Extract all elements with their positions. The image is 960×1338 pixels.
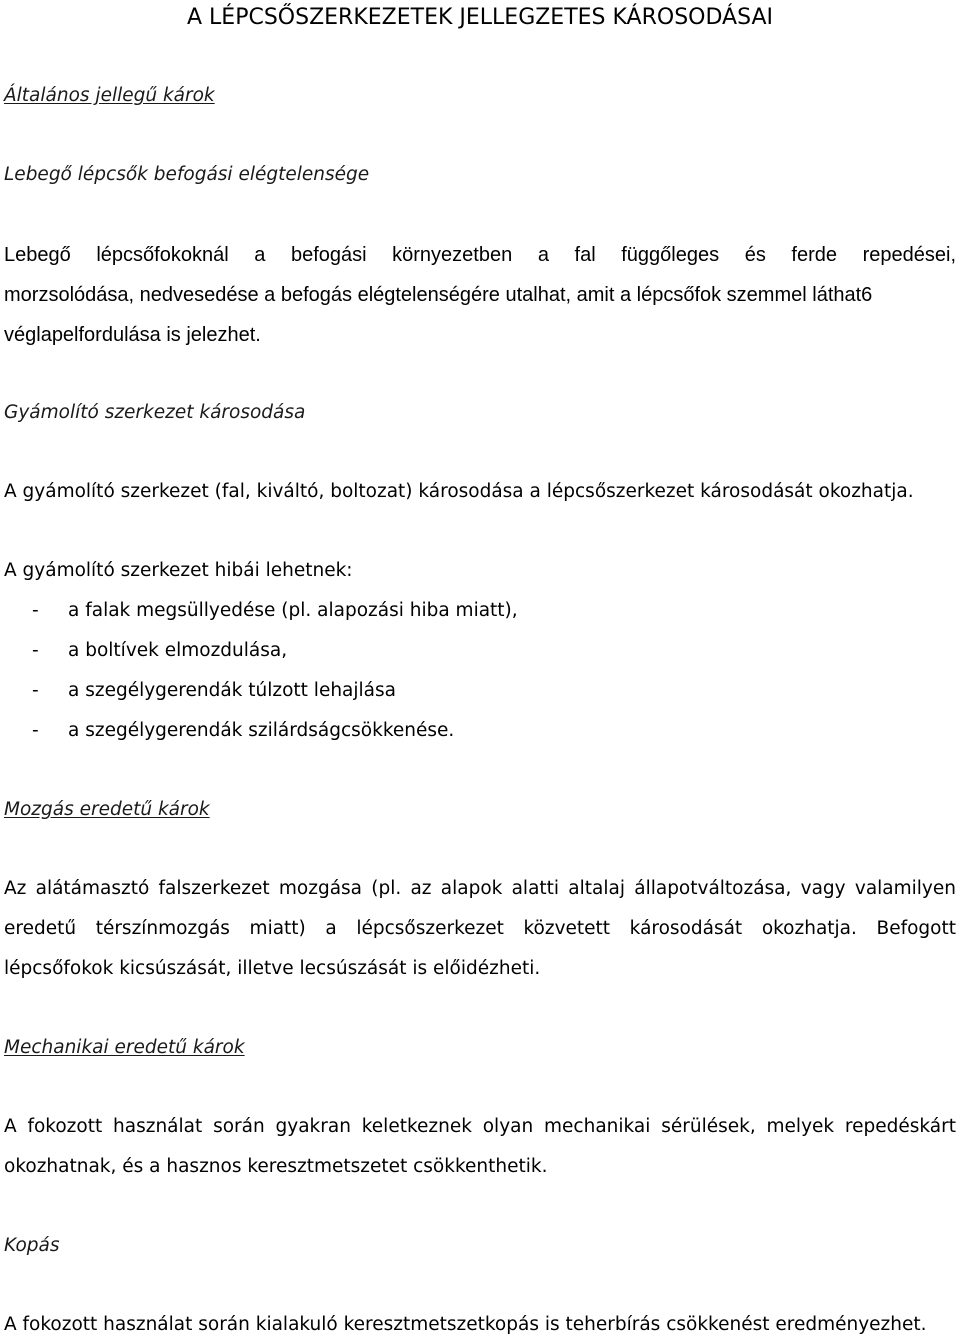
- section-heading-movement: Mozgás eredetű károk: [4, 799, 210, 820]
- bullet-dash: -: [32, 640, 39, 661]
- paragraph-line: A fokozott használat során gyakran keletkeznek olyan mechanikai sérülések, melyek repedéskárt: [4, 1116, 956, 1137]
- bullet-dash: -: [32, 600, 39, 621]
- bullet-dash: -: [32, 680, 39, 701]
- paragraph-line: lépcsőfokok kicsúszását, illetve lecsúszását is előidézheti.: [4, 958, 541, 979]
- list-item-text: a szegélygerendák túlzott lehajlása: [68, 680, 396, 701]
- paragraph-line: A gyámolító szerkezet (fal, kiváltó, boltozat) károsodása a lépcsőszerkezet károsodását okozhatja.: [4, 481, 914, 502]
- page-title: A LÉPCSŐSZERKEZETEK JELLEGZETES KÁROSODÁSAI: [187, 5, 773, 30]
- list-item-text: a falak megsüllyedése (pl. alapozási hiba miatt),: [68, 600, 518, 621]
- paragraph-line: A fokozott használat során kialakuló keresztmetszetkopás is teherbírás csökkenést eredményezhet.: [4, 1314, 927, 1335]
- paragraph-line: Lebegő lépcsőfokoknál a befogási környezetben a fal függőleges és ferde repedései,: [4, 244, 956, 266]
- paragraph-line: morzsolódása, nedvesedése a befogás elégtelenségére utalhat, amit a lépcsőfok szemmel láthat6: [4, 284, 873, 306]
- list-item-text: a boltívek elmozdulása,: [68, 640, 288, 661]
- subsection-heading-support: Gyámolító szerkezet károsodása: [4, 402, 306, 423]
- bullet-dash: -: [32, 720, 39, 741]
- section-heading-wear: Kopás: [4, 1235, 60, 1256]
- paragraph-line: Az alátámasztó falszerkezet mozgása (pl. az alapok alatti altalaj állapotváltozása, vagy valamilyen: [4, 878, 956, 899]
- section-heading-general: Általános jellegű károk: [4, 85, 215, 106]
- section-heading-mechanical: Mechanikai eredetű károk: [4, 1037, 245, 1058]
- list-item-text: a szegélygerendák szilárdságcsökkenése.: [68, 720, 455, 741]
- paragraph-line: okozhatnak, és a hasznos keresztmetszetet csökkenthetik.: [4, 1156, 548, 1177]
- paragraph-line: véglapelfordulása is jelezhet.: [4, 324, 261, 346]
- paragraph-line: A gyámolító szerkezet hibái lehetnek:: [4, 560, 353, 581]
- subsection-heading-floating: Lebegő lépcsők befogási elégtelensége: [4, 164, 370, 185]
- paragraph-line: eredetű térszínmozgás miatt) a lépcsőszerkezet közvetett károsodását okozhatja. Befogott: [4, 918, 956, 939]
